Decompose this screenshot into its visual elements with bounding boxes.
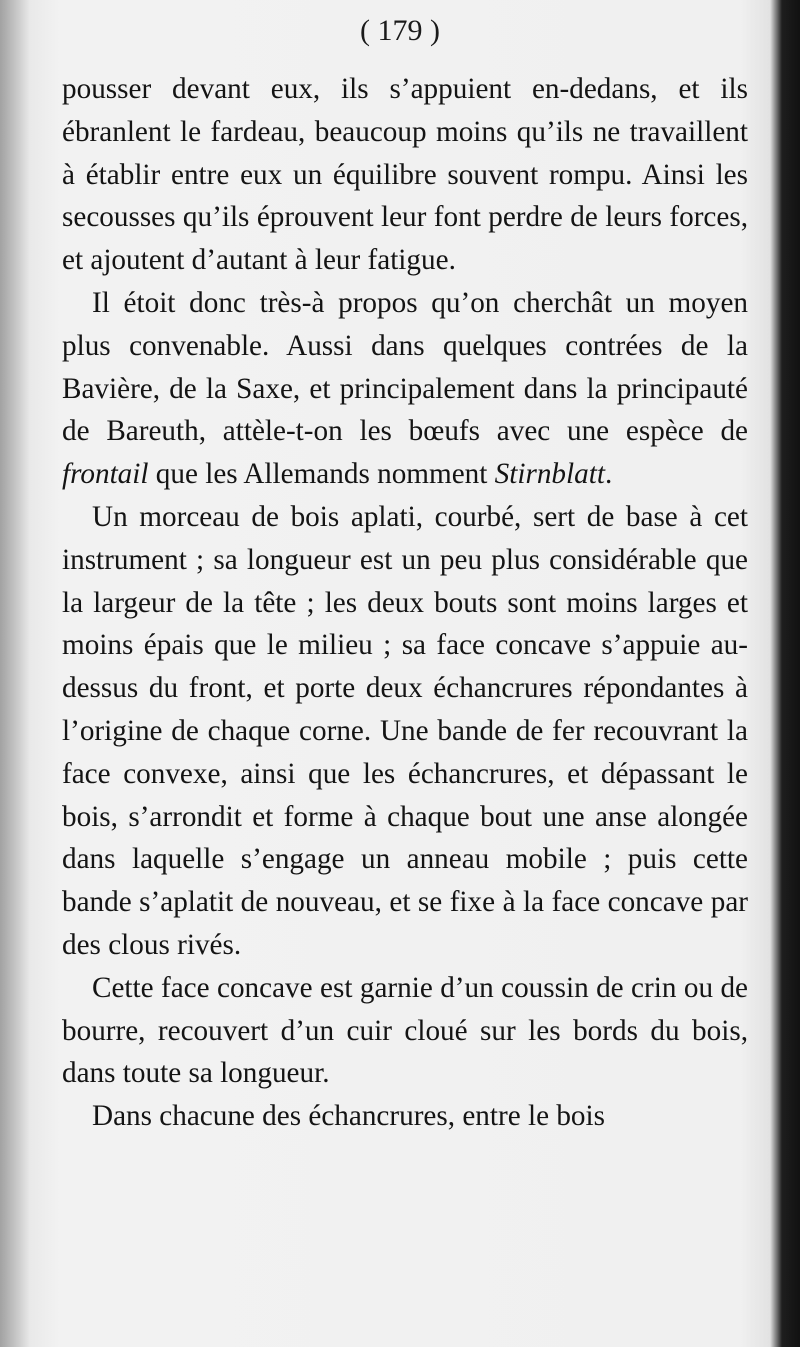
spine-shadow bbox=[0, 0, 30, 1347]
page-number: ( 179 ) bbox=[360, 14, 440, 47]
text-run: Cette face concave est garnie d’un coussin de crin ou de bourre, recouvert d’un cuir cloué sur les bords du bois, dans toute sa longueur. bbox=[62, 971, 748, 1090]
text-run: que les Allemands nomment bbox=[148, 458, 495, 491]
text-run: . bbox=[604, 458, 613, 491]
italic-term: Stirnblatt bbox=[494, 458, 605, 491]
text-run: Un morceau de bois aplati, courbé, sert de base à cet instrument ; sa longueur est un peu plus considérable que la largeur de la tête ; les deux bouts sont moins larges et moins épais que le milieu ; sa face concave s’appuie au-dessus du front, et porte deux échancrures répondantes à l’origine de chaque corne. Une bande de fer recouvrant la face convexe, ainsi que les échancrures, et dépassant le bois, s’arrondit et forme à chaque bout une anse alongée dans laquelle s’engage un anneau mobile ; puis cette bande s’aplatit de nouveau, et se fixe à la face concave par des clous rivés. bbox=[62, 500, 748, 961]
text-run: Il étoit donc très-à propos qu’on cherchât un moyen plus convenable. Aussi dans quelques contrées de la Bavière, de la Saxe, et principalement dans la principauté de Bareuth, attèle-t-on les bœufs avec une espèce de bbox=[62, 286, 748, 448]
text-run: pousser devant eux, ils s’appuient en-dedans, et ils ébranlent le fardeau, beaucoup moins qu’ils ne travaillent à établir entre eux un équilibre souvent rompu. Ainsi les secousses qu’ils éprouvent leur font perdre de leurs forces, et ajoutent d’autant à leur fatigue. bbox=[62, 73, 748, 277]
text-run: Dans chacune des échancrures, entre le bois bbox=[92, 1100, 605, 1133]
paragraph bbox=[62, 967, 748, 1095]
paragraph bbox=[62, 496, 748, 967]
italic-term: frontail bbox=[62, 458, 149, 491]
paragraph bbox=[62, 1095, 748, 1138]
paragraph bbox=[62, 282, 748, 496]
page-body-text bbox=[62, 68, 748, 1138]
paragraph bbox=[62, 68, 748, 282]
